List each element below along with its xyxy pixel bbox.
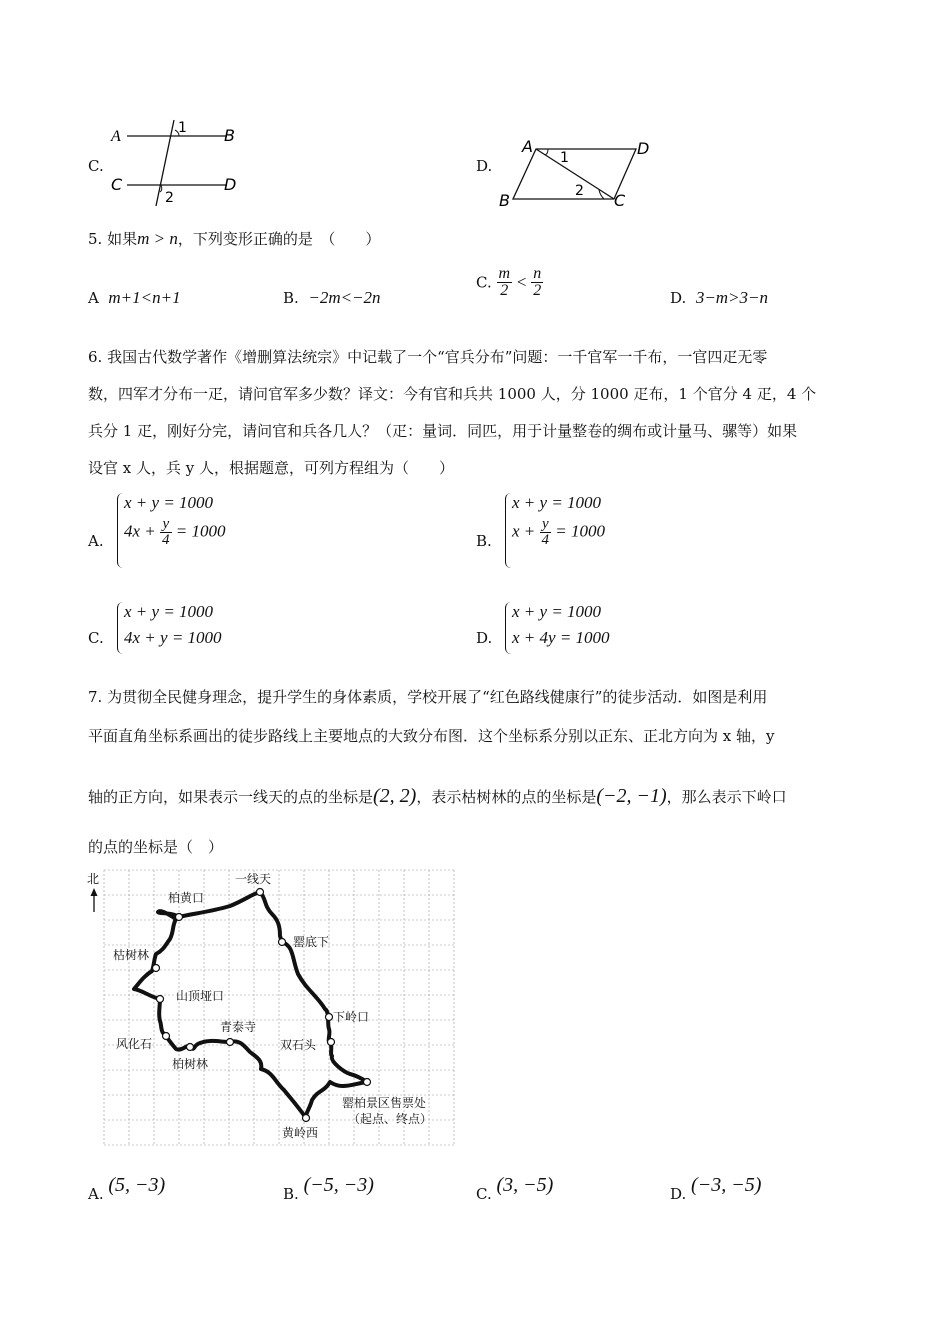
coordinate-kushulin: (−2, −1) xyxy=(596,785,667,807)
condition-math: m > n xyxy=(137,229,178,248)
q5-option-b[interactable]: B. −2m<−2n xyxy=(283,288,381,307)
q6-option-c-label[interactable]: C. xyxy=(88,629,104,647)
point-baihuangkou xyxy=(176,914,183,921)
point-a-label: A xyxy=(522,137,533,156)
north-arrow-head-icon xyxy=(91,888,98,896)
angle-2-label: 2 xyxy=(165,190,174,206)
hiking-route-path xyxy=(134,892,370,1118)
north-label: 北 xyxy=(87,872,100,886)
q4-option-c-label[interactable]: C. xyxy=(88,157,104,175)
q5-option-d[interactable]: D. 3−m>3−n xyxy=(670,288,769,307)
question-7-line-4: 的点的坐标是（ ） xyxy=(88,838,224,856)
q7-option-a[interactable]: A. (5, −3) xyxy=(88,1174,166,1203)
angle-1-label: 1 xyxy=(178,120,187,136)
q7-option-d[interactable]: D. (−3, −5) xyxy=(670,1174,762,1203)
question-6-text: 6. 我国古代数学著作《增删算法统宗》中记载了一个“官兵分布”问题：一千官军一千布，一官四疋无零 数，四军才分布一疋，请问官军多少数？译文：今有官和兵共 1000 人，分 1000 疋布，1 个官分 4 疋，4 个 兵分 1 疋，刚好分完，请问官和兵各几人？（疋：量词．同匹，用于计量整卷的绸布或计量马、骡等）如果 设官 x 人，兵 y 人，根据题意，可列方程组为（ ） xyxy=(88,348,817,477)
point-yingdixia xyxy=(279,939,286,946)
point-xialingkou xyxy=(326,1014,333,1021)
point-a-label: A xyxy=(111,128,121,145)
coordinate-yixiantian: (2, 2) xyxy=(373,785,417,807)
label-ticket-office: 罂柏景区售票处 xyxy=(342,1096,427,1110)
point-huanglingxi xyxy=(303,1115,310,1122)
point-b-label: B xyxy=(499,191,510,210)
q7-option-b[interactable]: B. (−5, −3) xyxy=(283,1174,374,1203)
label-baishulin: 柏树林 xyxy=(172,1057,209,1071)
point-qingtaisi xyxy=(227,1039,234,1046)
label-yixiantian: 一线天 xyxy=(235,872,272,886)
q6-option-a-system: x + y = 1000 4x + $\frac{y}{4}$ = 1000 xyxy=(117,493,226,568)
angle-2-label: 2 xyxy=(575,183,584,199)
question-7-line-1: 7. 为贯彻全民健身理念，提升学生的身体素质，学校开展了“红色路线健康行”的徒步活动．如图是利用 xyxy=(88,688,768,706)
point-baishulin xyxy=(187,1044,194,1051)
point-fenghuashi xyxy=(163,1033,170,1040)
point-d-label: D xyxy=(224,175,237,194)
label-ticket-note: （起点、终点） xyxy=(348,1112,433,1126)
point-d-label: D xyxy=(637,139,650,158)
label-baihuangkou: 柏黄口 xyxy=(168,891,205,905)
point-kushulin xyxy=(153,965,160,972)
point-c-label: C xyxy=(111,175,123,194)
q6-option-b-label[interactable]: B. xyxy=(476,532,492,550)
parallelogram-figure-d xyxy=(496,134,666,214)
point-shandingyakou xyxy=(157,996,164,1003)
parallel-lines-figure-c xyxy=(105,118,255,210)
label-yingdixia: 罂底下 xyxy=(293,935,330,949)
q5-option-c[interactable]: C. $\frac{m}{2}$ < $\frac{n}{2}$ xyxy=(476,265,542,299)
question-7-line-3: 轴的正方向，如果表示一线天的点的坐标是(2, 2)，表示枯树林的点的坐标是(−2, −1)，那么表示下岭口 xyxy=(88,785,787,807)
point-ticket-office xyxy=(364,1079,371,1086)
point-yixiantian xyxy=(257,889,264,896)
q5-option-a[interactable]: A m+1<n+1 xyxy=(88,288,181,307)
label-kushulin: 枯树林 xyxy=(113,948,150,962)
angle-1-label: 1 xyxy=(560,150,569,166)
q6-option-d-label[interactable]: D. xyxy=(476,629,493,647)
hiking-route-map xyxy=(80,864,460,1146)
question-5-stem: 5. 如果m > n，下列变形正确的是 （ ） xyxy=(88,229,381,248)
q6-option-c-system: x + y = 1000 4x + y = 1000 xyxy=(117,602,222,654)
label-qingtaisi: 青泰寺 xyxy=(220,1020,257,1034)
label-huanglingxi: 黄岭西 xyxy=(282,1126,319,1140)
q7-option-c[interactable]: C. (3, −5) xyxy=(476,1174,554,1203)
q6-option-d-system: x + y = 1000 x + 4y = 1000 xyxy=(505,602,610,654)
point-shuangshitou xyxy=(328,1039,335,1046)
label-fenghuashi: 风化石 xyxy=(116,1037,153,1051)
q6-option-b-system: x + y = 1000 x + $\frac{y}{4}$ = 1000 xyxy=(505,493,605,568)
point-b-label: B xyxy=(224,126,235,145)
point-c-label: C xyxy=(614,191,626,210)
label-xialingkou: 下岭口 xyxy=(333,1010,370,1024)
q4-option-d-label[interactable]: D. xyxy=(476,157,493,175)
label-shuangshitou: 双石头 xyxy=(280,1038,317,1052)
q6-option-a-label[interactable]: A. xyxy=(88,532,104,550)
question-7-line-2: 平面直角坐标系画出的徒步路线上主要地点的大致分布图．这个坐标系分别以正东、正北方向为 x 轴，y xyxy=(88,727,775,745)
label-shandingyakou: 山顶垭口 xyxy=(176,989,225,1003)
